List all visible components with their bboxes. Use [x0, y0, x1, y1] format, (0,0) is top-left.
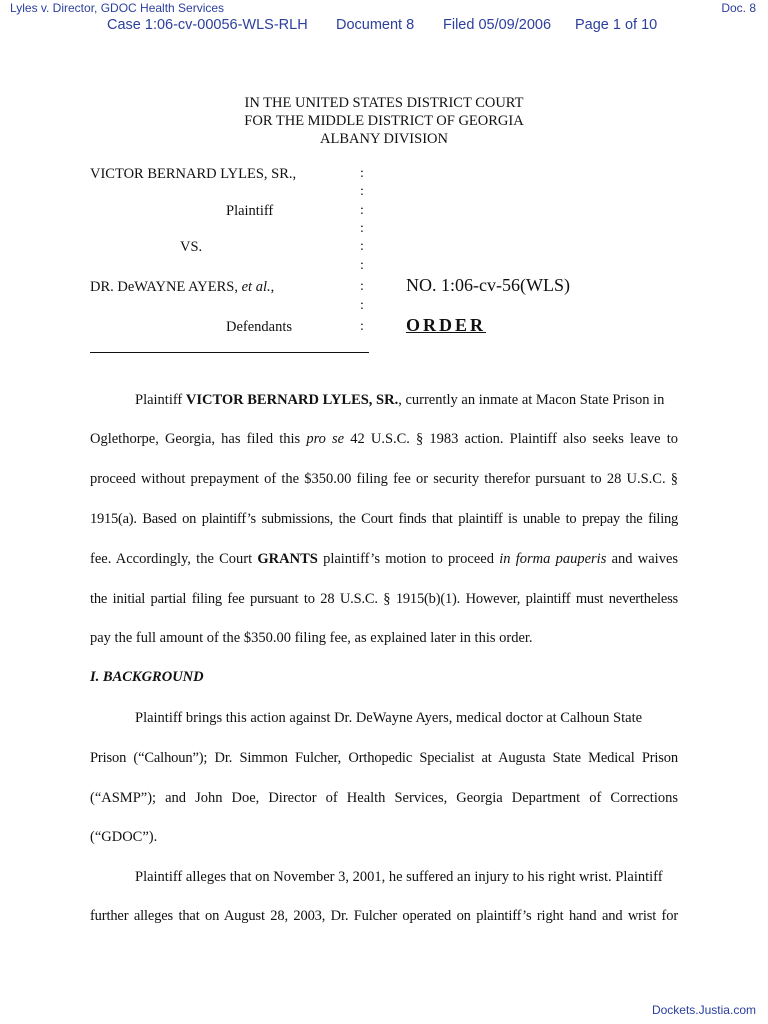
court-division: ALBANY DIVISION [320, 131, 448, 147]
caption-colon: : [360, 319, 364, 334]
paragraph-line: fee. Accordingly, the Court GRANTS plaintiff’s motion to proceed in forma pauperis and waives [90, 551, 679, 567]
paragraph-line: Plaintiff brings this action against Dr. DeWayne Ayers, medical doctor at Calhoun State [135, 710, 643, 726]
caption-colon: : [360, 203, 364, 218]
court-name-line2: FOR THE MIDDLE DISTRICT OF GEORGIA [244, 113, 524, 129]
paragraph-line: 1915(a). Based on plaintiff’s submissions, the Court finds that plaintiff is unable to prepay the filing [90, 511, 678, 527]
section-heading-background: I. BACKGROUND [90, 669, 204, 685]
plaintiff-name: VICTOR BERNARD LYLES, SR., [90, 166, 297, 182]
justia-dockets-link[interactable]: Dockets.Justia.com [651, 1003, 756, 1017]
defendant-name: DR. DeWAYNE AYERS, et al., [90, 279, 275, 295]
filed-date: Filed 05/09/2006 [443, 17, 552, 33]
caption-colon: : [360, 221, 364, 236]
document-number-link[interactable]: Doc. 8 [721, 1, 756, 15]
paragraph-line: further alleges that on August 28, 2003, Dr. Fulcher operated on plaintiff’s right hand and wrist for [90, 908, 678, 924]
paragraph-line: (“GDOC”). [90, 829, 158, 845]
defendants-label: Defendants [226, 319, 293, 335]
caption-colon: : [360, 239, 364, 254]
plaintiff-label: Plaintiff [226, 203, 274, 219]
document-label: Document 8 [336, 17, 415, 33]
document-title-link[interactable]: Lyles v. Director, GDOC Health Services [10, 1, 225, 15]
page-indicator: Page 1 of 10 [575, 17, 658, 33]
order-title: ORDER [406, 315, 487, 335]
case-number: Case 1:06-cv-00056-WLS-RLH [107, 17, 308, 33]
court-name-line1: IN THE UNITED STATES DISTRICT COURT [244, 95, 524, 111]
caption-divider [90, 352, 369, 353]
paragraph-line: pay the full amount of the $350.00 filing fee, as explained later in this order. [90, 630, 533, 646]
paragraph-line: (“ASMP”); and John Doe, Director of Health Services, Georgia Department of Corrections [90, 790, 678, 806]
paragraph-line: Plaintiff alleges that on November 3, 2001, he suffered an injury to his right wrist. Plaintiff [135, 869, 663, 885]
paragraph-line: Prison (“Calhoun”); Dr. Simmon Fulcher, Orthopedic Specialist at Augusta State Medical Prison [90, 750, 678, 766]
caption-colon: : [360, 279, 364, 294]
paragraph-line: Oglethorpe, Georgia, has filed this pro se 42 U.S.C. § 1983 action. Plaintiff also seeks leave to [90, 431, 678, 447]
versus-label: VS. [180, 239, 203, 255]
paragraph-line: proceed without prepayment of the $350.00 filing fee or security therefor pursuant to 28 U.S.C. § [90, 471, 678, 487]
caption-colon: : [360, 166, 364, 181]
case-number-caption: NO. 1:06-cv-56(WLS) [406, 275, 570, 295]
paragraph-line: the initial partial filing fee pursuant to 28 U.S.C. § 1915(b)(1). However, plaintiff must nevertheless [90, 591, 678, 607]
caption-colon: : [360, 258, 364, 273]
caption-colon: : [360, 298, 364, 313]
caption-colon: : [360, 184, 364, 199]
paragraph-line: Plaintiff VICTOR BERNARD LYLES, SR., currently an inmate at Macon State Prison in [135, 392, 665, 408]
